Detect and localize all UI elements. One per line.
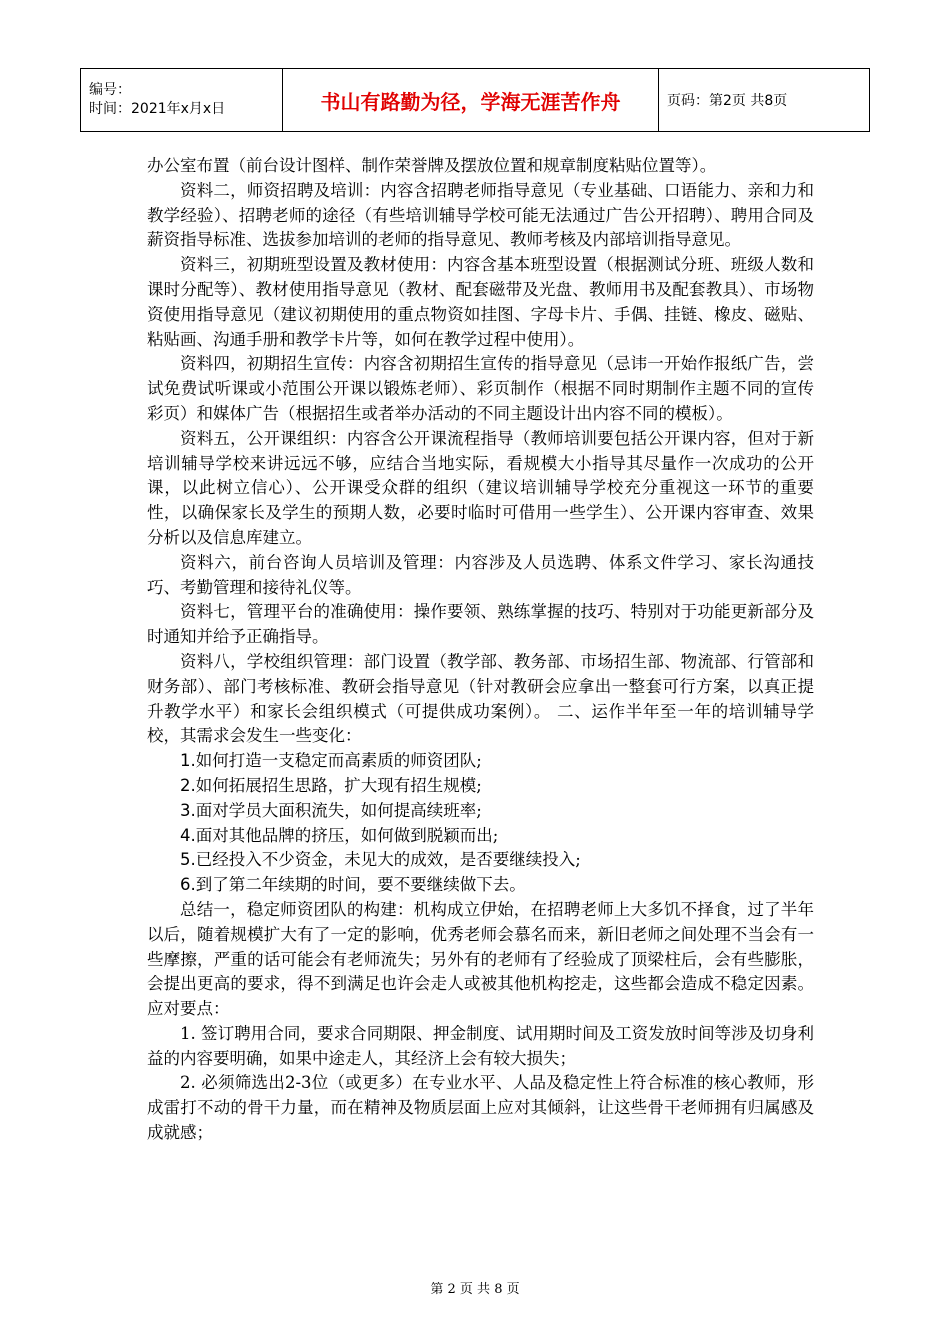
list-number: 6. (180, 875, 196, 895)
list-item (147, 873, 814, 898)
list-text: 到了第二年续期的时间，要不要继续做下去。 (195, 875, 526, 895)
list-item (147, 799, 814, 824)
header-page-info: 页码：第2页 共8页 (659, 69, 870, 132)
point-paragraph: 2. 必须筛选出2-3位（或更多）在专业水平、人品及稳定性上符合标准的核心教师，形成雷打不动的骨干力量，而在精神及物质层面上应对其倾斜，让这些骨干老师拥有归属感及成就感； (147, 1073, 814, 1143)
page-footer: 第 2 页 共 8 页 (430, 1282, 520, 1297)
list-number: 3. (180, 800, 196, 820)
list-text: 已经投入不少资金，未见大的成效，是否要继续投入; (195, 850, 581, 870)
paragraph: 办公室布置（前台设计图样、制作荣誉牌及摆放位置和规章制度粘贴位置等）。 (147, 156, 717, 175)
list-number: 4. (180, 825, 196, 845)
time-label: 时间：2021年x月x日 (89, 101, 226, 117)
summary-paragraph: 总结一，稳定师资团队的构建：机构成立伊始，在招聘老师上大多饥不择食，过了半年以后，随着规模扩大有了一定的影响，优秀老师会慕名而来，新旧老师之间处理不当会有一些摩擦，严重的话可能会有老师流失；另外有的老师有了经验成了顶梁柱后，会有些膨胀，会提出更高的要求，得不到满足也许会走人或被其他机构挖走，这些都会造成不稳定因素。应对要点： (147, 899, 814, 1019)
point-paragraph: 1. 签订聘用合同，要求合同期限、押金制度、试用期时间及工资发放时间等涉及切身利益的内容要明确，如果中途走人，其经济上会有较大损失； (147, 1023, 814, 1068)
paragraph: 资料八，学校组织管理：部门设置（教学部、教务部、市场招生部、物流部、行管部和财务部）、部门考核标准、教研会指导意见（针对教研会应拿出一整套可行方案，以真正提升教学水平）和家长会组织模式（可提供成功案例）。 二、运作半年至一年的培训辅导学校，其需求会发生一些变化： (147, 651, 814, 746)
paragraph: 资料二，师资招聘及培训：内容含招聘老师指导意见（专业基础、口语能力、亲和力和教学经验）、招聘老师的途径（有些培训辅导学校可能无法通过广告公开招聘）、聘用合同及薪资指导标准、选拔参加培训的老师的指导意见、教师考核及内部培训指导意见。 (147, 180, 814, 250)
paragraph: 资料四，初期招生宣传：内容含初期招生宣传的指导意见（忌讳一开始作报纸广告，尝试免费试听课或小范围公开课以锻炼老师）、彩页制作（根据不同时期制作主题不同的宣传彩页）和媒体广告（根据招生或者举办活动的不同主题设计出内容不同的模板）。 (147, 354, 814, 423)
list-item (147, 824, 814, 849)
paragraph: 资料三，初期班型设置及教材使用：内容含基本班型设置（根据测试分班、班级人数和课时分配等）、教材使用指导意见（教材、配套磁带及光盘、教师用书及配套教具）、市场物资使用指导意见（建议初期使用的重点物资如挂图、字母卡片、手偶、挂链、橡皮、磁贴、粘贴画、沟通手册和教学卡片等，如何在教学过程中使用）。 (147, 255, 814, 349)
paragraph: 资料五，公开课组织：内容含公开课流程指导（教师培训要包括公开课内容，但对于新培训辅导学校来讲远远不够，应结合当地实际，看规模大小指导其尽量作一次成功的公开课，以此树立信心）、公开课受众群的组织（建议培训辅导学校充分重视这一环节的重要性，以确保家长及学生的预期人数，必要时临时可借用一些学生）、公开课内容审查、效果分析以及信息库建立。 (147, 428, 814, 547)
list-item (147, 848, 814, 873)
paragraph: 资料六，前台咨询人员培训及管理：内容涉及人员选聘、体系文件学习、家长沟通技巧、考勤管理和接待礼仪等。 (147, 552, 814, 597)
header-table (80, 68, 870, 132)
list-number: 2. (180, 775, 196, 795)
document-body (147, 154, 814, 1146)
list-text: 如何打造一支稳定而高素质的师资团队; (195, 751, 482, 771)
header-motto: 书山有路勤为径，学海无涯苦作舟 (283, 69, 659, 132)
number-label: 编号： (89, 82, 131, 98)
list-number: 5. (180, 850, 196, 870)
list-item (147, 749, 814, 774)
header-meta (81, 69, 283, 132)
paragraph: 资料七，管理平台的准确使用：操作要领、熟练掌握的技巧、特别对于功能更新部分及时通知并给予正确指导。 (147, 602, 814, 647)
list-item (147, 774, 814, 799)
list-text: 面对学员大面积流失，如何提高续班率; (195, 800, 482, 820)
list-text: 面对其他品牌的挤压，如何做到脱颖而出; (195, 825, 499, 845)
list-text: 如何拓展招生思路，扩大现有招生规模; (195, 775, 482, 795)
list-number: 1. (180, 751, 196, 771)
